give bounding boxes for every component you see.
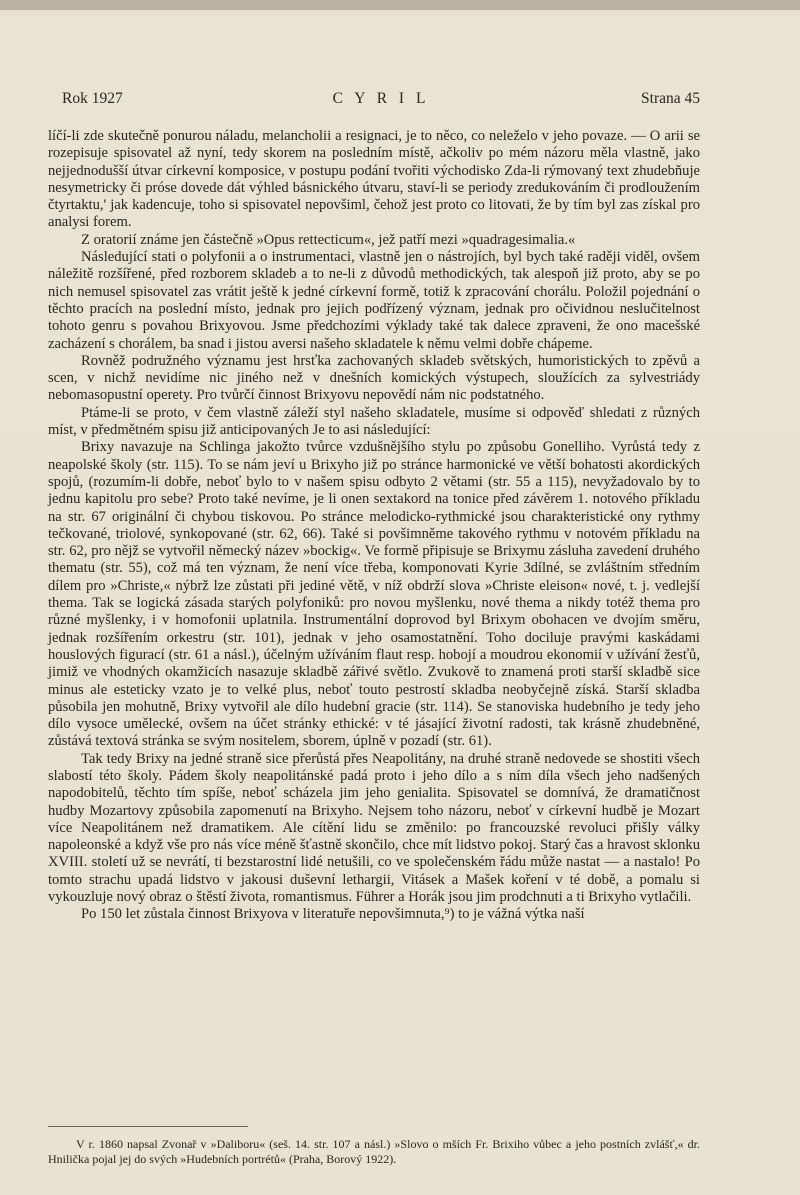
header-journal-title: C Y R I L (332, 90, 430, 107)
scan-edge (0, 0, 800, 10)
paragraph: Brixy navazuje na Schlinga jakožto tvůrce vzdušnějšího stylu po způsobu Gonelliho. Vyrůstá tedy z neapolské školy (str. 115). To se nám jeví u Brixyho již po stránce harmonické ve větší bohatosti akordických spojů, (rozumím-li dobře, neboť bylo to v našem spisu odbyto 2 větami (str. 55 a 115), nevyžadovalo by to jednu kapitolu pro sebe? Proto také nevíme, je li onen sextakord na tonice před závěrem 1. notového příkladu na str. 67 originální či chybou tiskovou. Po stránce melodicko-rythmické jsou charakteristické ony rythmy tečkované, triolové, synkopované (str. 62, 66). Také si povšimněme takového rythmu v notovém příkladu na str. 62, pro nějž se vytvořil německý název »bockig«. Ve formě připisuje se Brixymu zásluha zavedení druhého thematu (str. 55), což má ten význam, že není více třeba, komponovati Kyrie 3dílné, se zvláštním středním dílem pro »Christe,« nýbrž lze zůstati při jediné větě, v níž obdrží slova »Christe eleison« nové, t. j. vedlejší thema. Tak se logická zásada starých polyfoniků: pro novou myšlenku, nové thema a nikdy totéž thema pro různé myšlenky, i v homofonii uplatnila. Instrumentální doprovod byl Brixym obohacen ve dvojím směru, jednak rozšířením orkestru (str. 101), jednak v jeho osamostatnění. Toho dociluje pravými kaskádami houslových figurací (str. 61 a násl.), účelným užíváním flaut resp. hobojí a moudrou ekonomií v užívání žesťů, jimiž ve vhodných okamžicích nasazuje skladbě zářivé světlo. Zvukově to znamená proti starší skladbě sice minus ale esteticky vzato je to velké plus, neboť touto pestrostí skladba neobyčejně získá. Starší skladba působila jen mohutně, Brixy vytvořil ale dílo hudební gracie (str. 114). Se stanoviska hudebního je tedy jeho dílo vysoce umělecké, ovšem na účet stránky ethické: v té jásající životní radosti, tak krásně zhudebněné, zůstává textová stránka se svým nositelem, sborem, úplně v pozadí (str. 61). (48, 439, 700, 750)
paragraph: líčí-li zde skutečně ponurou náladu, melancholii a resignaci, je to něco, co neleželo v jeho povaze. — O arii se rozepisuje spisovatel až nyní, tedy skorem na posledním místě, ačkoliv po mém názoru měla vlastně, jako nejjednodušší útvar církevní komposice, v postupu podání tvořiti východisko Zda-li rýmovaný text zhudebňuje nesymetricky či próse dovede dát výhled básnického útvaru, staví-li se periody zredukováním či prodloužením čtyrtaktu,' jak kadencuje, toho si spisovatel nepovšiml, čehož jest proto co litovati, že by tím byl zas získal pro analysi forem. (48, 128, 700, 231)
paragraph: Ptáme-li se proto, v čem vlastně záleží styl našeho skladatele, musíme si odpověď shledati z různých míst, v předmětném spisu již anticipovaných Je to asi následující: (48, 404, 700, 439)
article-body (48, 128, 700, 924)
running-header (62, 90, 700, 112)
paragraph: Tak tedy Brixy na jedné straně sice přerůstá přes Neapolitány, na druhé straně nedovede se shostiti všech slabostí této školy. Pádem školy neapolitánské padá proto i jeho dílo a s ním díla všech jeho nadšených napodobitelů, těchto tím spíše, neboť scházela jim jeho genialita. Spisovatel se domnívá, že dramatičnost hudby Mozartovy způsobila zapomenutí na Brixyho. Nejsem toho názoru, neboť v církevní hudbě je Mozart více Neapolitánem než dramatikem. Ale cítění lidu se změnilo: po francouzské revoluci přišly války napoleonské a když vše pro nás více méně šťastně skončilo, chce mít lidstvo pokoj. Starý čas a hravost sklonku XVIII. století už se nevrátí, ti bezstarostní lidé netušili, co ve společenském řádu může nastat — a nastalo! Po tomto strachu upadá lidstvo v jakousi duševní lethargii, Vitásek a Mašek koření v té době, a pomalu si vykouzluje nový obraz o štěstí života, romantismus. Führer a Horák jsou jim prodchnuti a ti Brixyho vytlačili. (48, 750, 700, 906)
paragraph: Rovněž podružného významu jest hrsťka zachovaných skladeb světských, humoristických to zpěvů a scen, v nichž nevidíme nic jiného než v dnešních komických výstupech, sloužících za sylvestriády nebomasopustní operety. Pro tvůrčí činnost Brixyovu nepovědí nám nic podstatného. (48, 352, 700, 404)
header-year: Rok 1927 (62, 90, 123, 107)
paragraph: Z oratorií známe jen částečně »Opus rettecticum«, jež patří mezi »quadragesimalia.« (81, 231, 576, 248)
header-page-number: Strana 45 (641, 90, 700, 107)
footnote: V r. 1860 napsal Zvonař v »Daliboru« (seš. 14. str. 107 a násl.) »Slovo o mších Fr. Brixiho vůbec a jeho postních zvlášť,« dr. Hnilička pojal jej do svých »Hudebních portrétů« (Praha, Borový 1922). (48, 1137, 700, 1166)
paragraph: Následující stati o polyfonii a o instrumentaci, vlastně jen o nástrojích, byl bych také raději viděl, ovšem náležitě rozšířené, před rozborem skladeb a to ne-li z důvodů methodických, tak alespoň již proto, aby se po nich nemusel spisovatel zas vrátit ještě k jedné církevní formě, totiž k zpracování chorálu. Položil pojednání o těchto pracích na poslední místo, jednak pro jejich podřízený význam, jednak pro očividnou neslučitelnost tohoto genru s povahou Brixyovou. Jsme předchozími výklady také tak dalece zpraveni, že ono macešské zacházení s chorálem, ba snad i jistou aversi našeho skladatele k němu velmi dobře chápeme. (48, 249, 700, 352)
paragraph: Po 150 let zůstala činnost Brixyova v literatuře nepovšimnuta,⁹) to je vážná výtka naší (81, 906, 585, 923)
footnote-divider (48, 1126, 248, 1127)
